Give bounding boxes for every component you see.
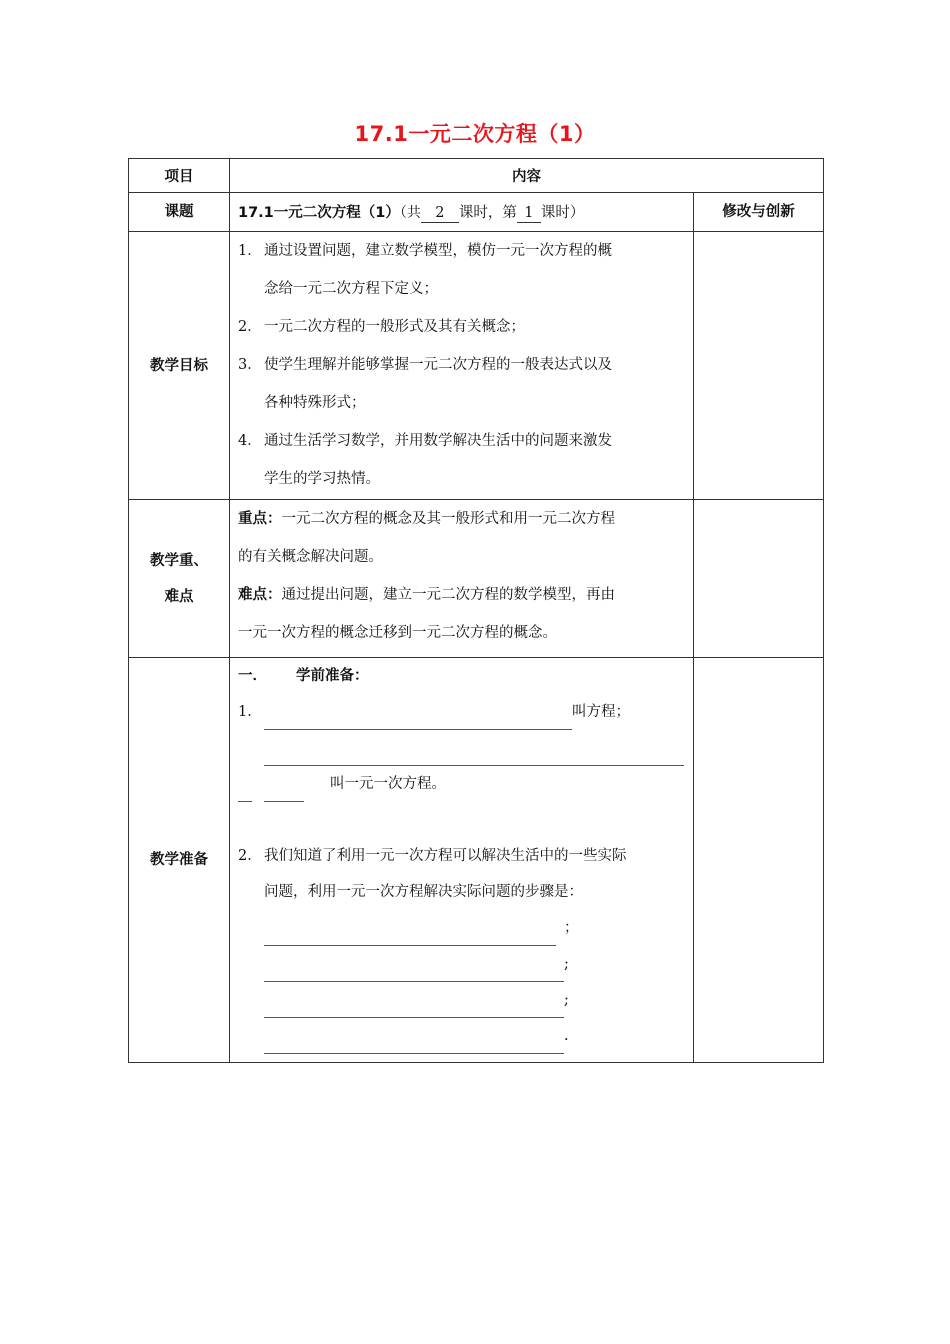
answer-blank[interactable]	[238, 785, 252, 802]
goal-item-cont: 学生的学习热情。	[264, 471, 380, 487]
total-suffix: 课时，第	[458, 205, 517, 221]
step-line: ;	[238, 982, 685, 1018]
goal-item: 4． 通过生活学习数学，并用数学解决生活中的问题来激发	[238, 433, 612, 449]
hard-point-line: 难点：通过提出问题，建立一元二次方程的数学模型，再由	[238, 587, 615, 603]
topic-title: 17.1一元二次方程（1）	[238, 205, 400, 221]
prep-label: 教学准备	[129, 658, 230, 1063]
header-item: 项目	[129, 159, 230, 193]
key-point-line: 重点：一元二次方程的概念及其一般形式和用一元二次方程	[238, 511, 615, 527]
answer-blank[interactable]	[264, 965, 564, 982]
answer-blank[interactable]	[264, 785, 304, 802]
answer-blank[interactable]	[264, 929, 556, 946]
answer-blank[interactable]	[264, 713, 572, 730]
goal-item: 1． 通过设置问题，建立数学模型，模仿一元一次方程的概	[238, 243, 612, 259]
topic-label: 课题	[129, 193, 230, 232]
side-label: 修改与创新	[694, 193, 824, 232]
topic-row	[129, 193, 824, 232]
step-line: ;	[238, 946, 685, 982]
total-lessons: 2	[421, 205, 459, 223]
key-point-line: 的有关概念解决问题。	[238, 549, 383, 565]
key-points-cell	[230, 500, 694, 658]
current-lesson: 1	[517, 205, 541, 223]
key-points-notes	[694, 500, 824, 658]
goals-cell	[230, 232, 694, 500]
header-row	[129, 159, 824, 193]
step-line: ；	[238, 910, 685, 946]
answer-blank[interactable]	[264, 749, 684, 766]
goal-item-cont: 各种特殊形式；	[264, 395, 366, 411]
prep-cell	[230, 658, 694, 1063]
total-prefix: （共	[399, 205, 421, 221]
key-points-label: 教学重、 难点	[129, 500, 230, 658]
q1-blank-line	[238, 730, 685, 766]
key-points-row	[129, 500, 824, 658]
current-suffix: 课时）	[540, 205, 585, 221]
page-title: 17.1一元二次方程（1）	[354, 122, 596, 146]
prep-notes	[694, 658, 824, 1063]
step-line: .	[238, 1018, 685, 1054]
spacer	[238, 802, 685, 838]
prep-section-title: 一． 学前准备：	[238, 668, 369, 684]
prep-row	[129, 658, 824, 1063]
q2-line-cont: 问题，利用一元一次方程解决实际问题的步骤是：	[264, 884, 583, 900]
goals-notes	[694, 232, 824, 500]
lesson-plan-table	[128, 158, 824, 1063]
goals-row	[129, 232, 824, 500]
goal-item-cont: 念给一元二次方程下定义；	[264, 281, 438, 297]
goals-label: 教学目标	[129, 232, 230, 500]
q1b-line: 叫一元一次方程。	[238, 766, 685, 802]
hard-point-line: 一元一次方程的概念迁移到一元二次方程的概念。	[238, 625, 557, 641]
answer-blank[interactable]	[264, 1001, 564, 1018]
goal-item: 2． 一元二次方程的一般形式及其有关概念；	[238, 319, 525, 335]
topic-cell	[230, 193, 694, 232]
q1-line: 1． 叫方程；	[238, 694, 685, 730]
goal-item: 3． 使学生理解并能够掌握一元二次方程的一般表达式以及	[238, 357, 612, 373]
answer-blank[interactable]	[264, 1037, 564, 1054]
header-content: 内容	[230, 159, 824, 193]
q2-line: 2． 我们知道了利用一元一次方程可以解决生活中的一些实际	[238, 848, 627, 864]
